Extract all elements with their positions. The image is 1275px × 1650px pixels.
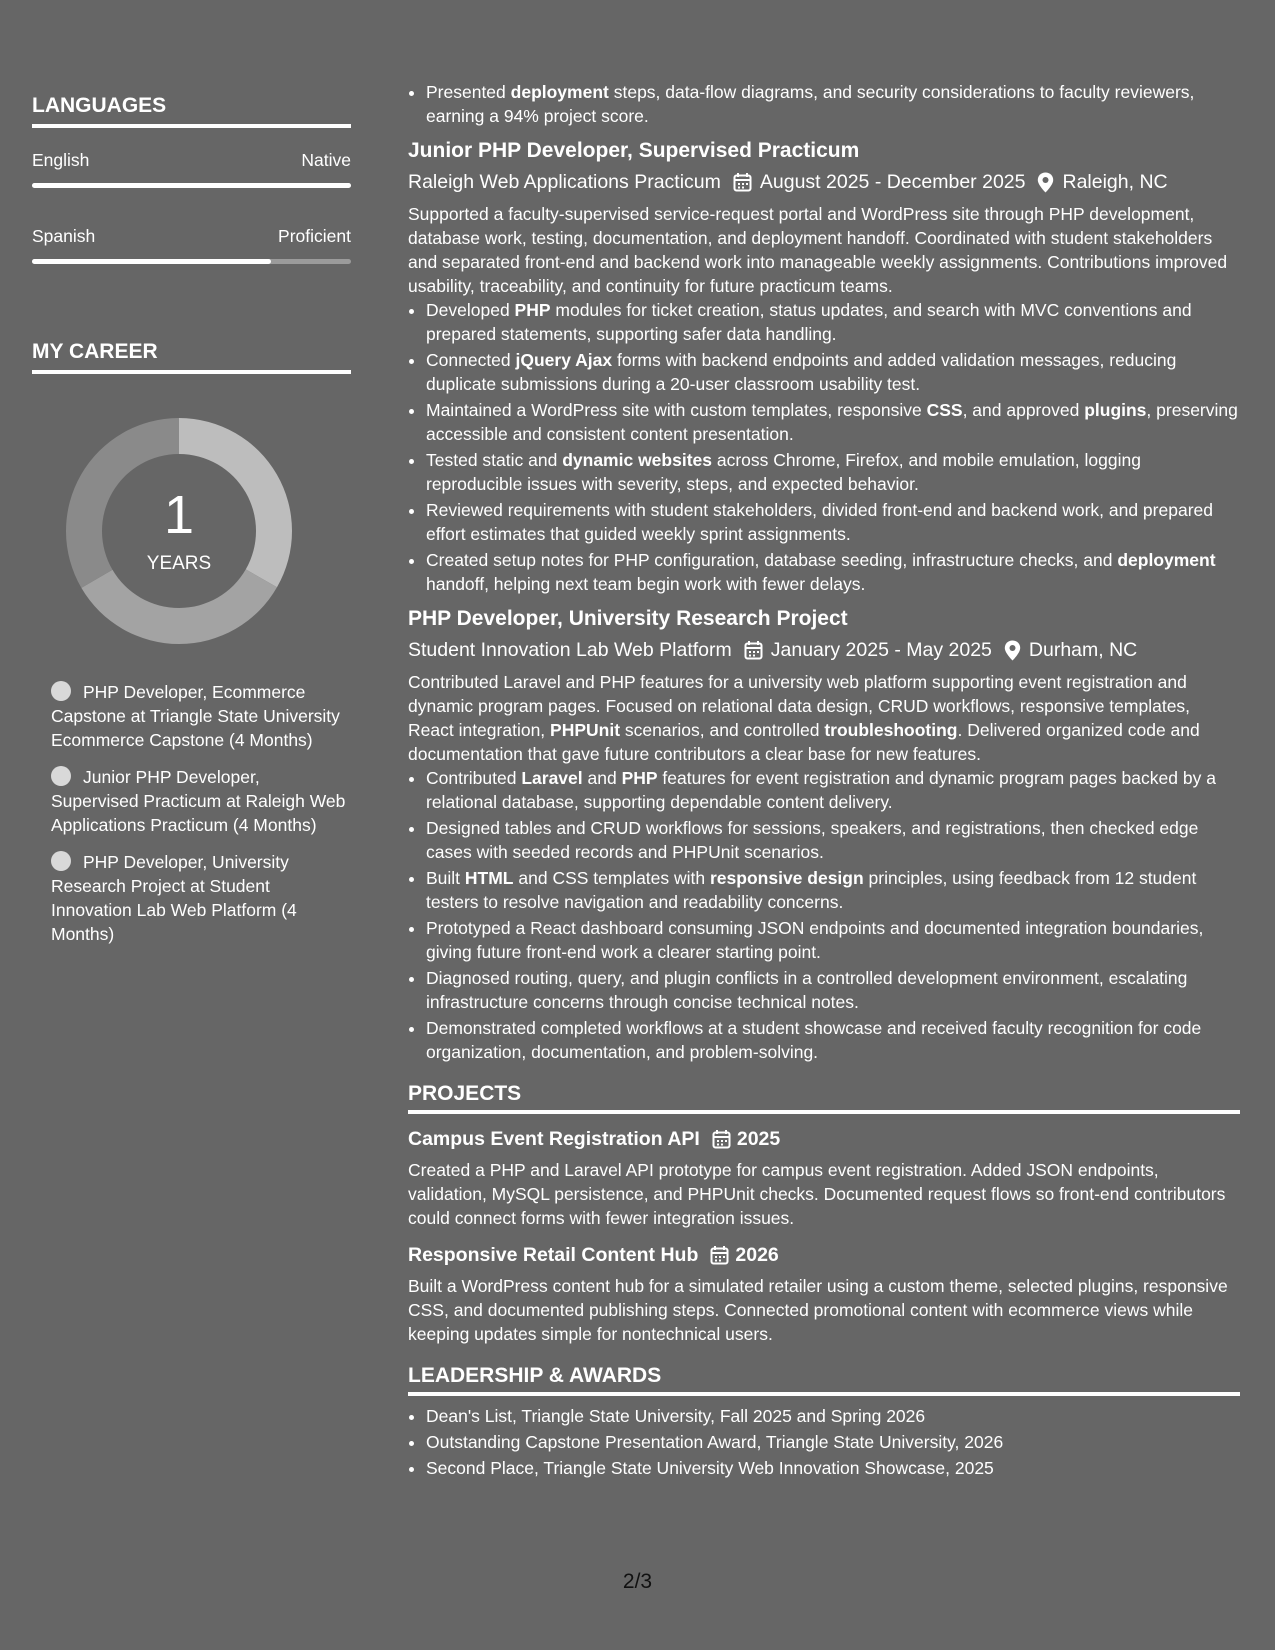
job-title: PHP Developer, University Research Project (408, 607, 848, 630)
language-english (32, 150, 351, 188)
job-summary: Contributed Laravel and PHP features for a university web platform supporting event registration and dynamic program pages. Focused on relational data design, CRUD workflows, responsive templates, React integration, PHPUnit scenarios, and controlled troubleshooting. Delivered organized code and documentation that gave future contributors a clear base for new features. (408, 672, 1200, 764)
career-years-label: YEARS (146, 553, 212, 574)
bullet-item: • Presented deployment steps, data-flow diagrams, and security considerations to faculty reviewers, earning a 94% project score. (426, 80, 1240, 128)
bullet-dot-icon (51, 766, 71, 786)
bullet-item: • Demonstrated completed workflows at a student showcase and received faculty recognition for code organization, documentation, and problem-solving. (426, 1016, 1240, 1064)
job-company: Student Innovation Lab Web Platform (408, 639, 732, 661)
job-location: Durham, NC (1028, 639, 1138, 661)
project-year: 2025 (736, 1128, 781, 1150)
project-title-row (408, 1124, 1240, 1154)
bullet-item: • Built HTML and CSS templates with responsive design principles, using feedback from 12 student testers to resolve navigation and readability concerns. (426, 866, 1240, 914)
project-entry (408, 1240, 1240, 1346)
bullet-item: • Contributed Laravel and PHP features for event registration and dynamic program pages backed by a relational database, supporting dependable content delivery. (426, 766, 1240, 814)
job-title: Junior PHP Developer, Supervised Practicum (408, 139, 860, 162)
project-entry (408, 1124, 1240, 1230)
languages-heading: LANGUAGES (32, 94, 351, 128)
job-summary: Supported a faculty-supervised service-request portal and WordPress site through PHP development, database work, testing, documentation, and deployment handoff. Coordinated with student stakeholders and separated front-end and backend work into manageable weekly assignments. Contributions improved usability, traceability, and continuity for future practicum teams. (408, 204, 1228, 296)
calendar-icon (710, 1245, 729, 1265)
project-title: Responsive Retail Content Hub (408, 1244, 699, 1266)
bullet-item: • Designed tables and CRUD workflows for sessions, speakers, and registrations, then checked edge cases with seeded records and PHPUnit scenarios. (426, 816, 1240, 864)
language-name: English (32, 150, 90, 170)
job-meta (408, 166, 1240, 198)
language-name: Spanish (32, 226, 96, 246)
career-heading: MY CAREER (32, 340, 351, 374)
job-location: Raleigh, NC (1062, 171, 1168, 193)
career-item: PHP Developer, Ecommerce Capstone at Triangle State University Ecommerce Capstone (4 Months) (51, 682, 340, 750)
calendar-icon (712, 1129, 731, 1149)
project-title: Campus Event Registration API (408, 1128, 700, 1150)
language-bar-fill (32, 259, 271, 264)
award-item: • Second Place, Triangle State University Web Innovation Showcase, 2025 (426, 1456, 1240, 1480)
calendar-icon (733, 172, 752, 192)
leadership-heading: LEADERSHIP & AWARDS (408, 1364, 1240, 1396)
career-donut (66, 418, 292, 644)
career-item: Junior PHP Developer, Supervised Practicum at Raleigh Web Applications Practicum (4 Months) (51, 767, 346, 835)
language-bar (32, 259, 351, 264)
language-spanish (32, 226, 351, 264)
projects-heading: PROJECTS (408, 1082, 1240, 1114)
bullet-item: • Connected jQuery Ajax forms with backend endpoints and added validation messages, reducing duplicate submissions during a 20-user classroom usability test. (426, 348, 1240, 396)
language-bar (32, 183, 351, 188)
job-dates: January 2025 - May 2025 (770, 639, 992, 661)
job-bullets (408, 766, 1240, 1064)
calendar-icon (744, 640, 763, 660)
job-company: Raleigh Web Applications Practicum (408, 171, 721, 193)
language-level: Native (301, 150, 351, 170)
project-year: 2026 (735, 1244, 779, 1266)
project-description: Created a PHP and Laravel API prototype for campus event registration. Added JSON endpoints, validation, MySQL persistence, and PHPUnit checks. Documented request flows so front-end contributors could connect forms with fewer integration issues. (408, 1160, 1226, 1228)
main-content (408, 80, 1240, 1482)
career-item: PHP Developer, University Research Project at Student Innovation Lab Web Platform (4 Months) (51, 852, 297, 944)
job-bullets (408, 298, 1240, 596)
leadership-list (408, 1404, 1240, 1480)
career-list (32, 680, 351, 946)
job-meta (408, 634, 1240, 666)
bullet-item: • Reviewed requirements with student stakeholders, divided front-end and backend work, and prepared effort estimates that guided weekly sprint assignments. (426, 498, 1240, 546)
job-entry (408, 136, 1240, 596)
bullet-dot-icon (51, 851, 71, 871)
bullet-item: • Created setup notes for PHP configuration, database seeding, infrastructure checks, and deployment handoff, helping next team begin work with fewer delays. (426, 548, 1240, 596)
job-dates: August 2025 - December 2025 (759, 171, 1026, 193)
career-years-number: 1 (163, 485, 195, 545)
award-item: • Dean's List, Triangle State University, Fall 2025 and Spring 2026 (426, 1404, 1240, 1428)
location-pin-icon (1037, 172, 1054, 193)
bullet-item: • Tested static and dynamic websites across Chrome, Firefox, and mobile emulation, logging reproducible issues with severity, steps, and expected behavior. (426, 448, 1240, 496)
bullet-item: • Developed PHP modules for ticket creation, status updates, and search with MVC conventions and prepared statements, supporting safer data handling. (426, 298, 1240, 346)
page-number: 2/3 (622, 1570, 653, 1593)
bullet-item: • Diagnosed routing, query, and plugin conflicts in a controlled development environment, escalating infrastructure concerns through concise technical notes. (426, 966, 1240, 1014)
job-entry (408, 604, 1240, 1064)
language-bar-fill (32, 183, 351, 188)
bullet-item: • Maintained a WordPress site with custom templates, responsive CSS, and approved plugins, preserving accessible and consistent content presentation. (426, 398, 1240, 446)
bullet-item: • Prototyped a React dashboard consuming JSON endpoints and documented integration boundaries, giving future front-end work a clearer starting point. (426, 916, 1240, 964)
sidebar (32, 94, 351, 959)
language-level: Proficient (278, 226, 351, 246)
location-pin-icon (1004, 640, 1021, 661)
donut-segment-2 (81, 569, 277, 644)
project-title-row (408, 1240, 1240, 1270)
previous-job-bullets (408, 80, 1240, 128)
award-item: • Outstanding Capstone Presentation Award, Triangle State University, 2026 (426, 1430, 1240, 1454)
bullet-dot-icon (51, 681, 71, 701)
project-description: Built a WordPress content hub for a simulated retailer using a custom theme, selected plugins, responsive CSS, and documented publishing steps. Connected promotional content with ecommerce views while keeping updates simple for nontechnical users. (408, 1276, 1228, 1344)
